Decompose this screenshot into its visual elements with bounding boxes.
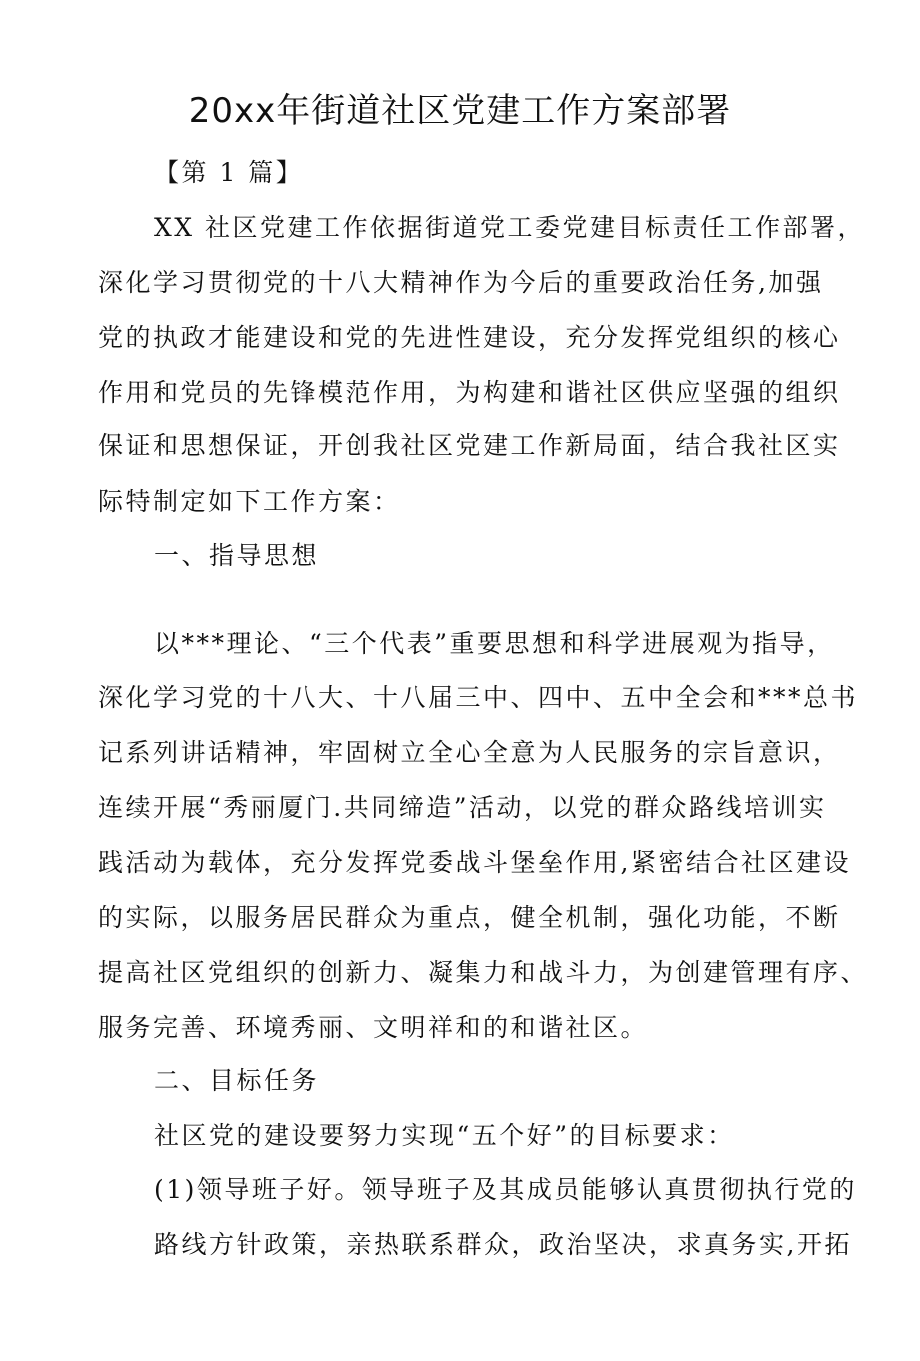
paragraph-line: 际特制定如下工作方案： [98, 487, 401, 516]
paragraph-line: 路线方针政策，亲热联系群众，政治坚决，求真务实,开拓 [154, 1230, 852, 1259]
paragraph-line: 连续开展“秀丽厦门.共同缔造”活动，以党的群众路线培训实 [98, 793, 827, 822]
paragraph-line: 保证和思想保证，开创我社区党建工作新局面，结合我社区实 [98, 431, 841, 460]
paragraph-line: 作用和党员的先锋模范作用，为构建和谐社区供应坚强的组织 [98, 378, 841, 407]
paragraph-line: 党的执政才能建设和党的先进性建设，充分发挥党组织的核心 [98, 323, 841, 352]
paragraph-line: 记系列讲话精神，牢固树立全心全意为人民服务的宗旨意识， [98, 738, 841, 767]
paragraph-line: 以***理论、“三个代表”重要思想和科学进展观为指导， [154, 629, 835, 658]
paragraph-line: XX 社区党建工作依据街道党工委党建目标责任工作部署， [154, 213, 866, 242]
document-title: 20xx年街道社区党建工作方案部署 [188, 91, 732, 131]
paragraph-line: 的实际，以服务居民群众为重点，健全机制，强化功能，不断 [98, 903, 841, 932]
paragraph-line: 深化学习贯彻党的十八大精神作为今后的重要政治任务,加强 [98, 268, 824, 297]
paragraph-line: 社区党的建设要努力实现“五个好”的目标要求： [154, 1121, 735, 1150]
section-heading-goals: 二、目标任务 [154, 1066, 320, 1095]
part-label: 【第 1 篇】 [154, 158, 304, 187]
paragraph-line: 践活动为载体，充分发挥党委战斗堡垒作用,紧密结合社区建设 [98, 848, 851, 877]
section-heading-guiding-thought: 一、指导思想 [154, 541, 320, 570]
paragraph-line: (1)领导班子好。领导班子及其成员能够认真贯彻执行党的 [154, 1175, 857, 1204]
paragraph-line: 深化学习党的十八大、十八届三中、四中、五中全会和***总书 [98, 683, 859, 712]
paragraph-line: 提高社区党组织的创新力、凝集力和战斗力，为创建管理有序、 [98, 958, 869, 987]
paragraph-line: 服务完善、环境秀丽、文明祥和的和谐社区。 [98, 1013, 649, 1042]
